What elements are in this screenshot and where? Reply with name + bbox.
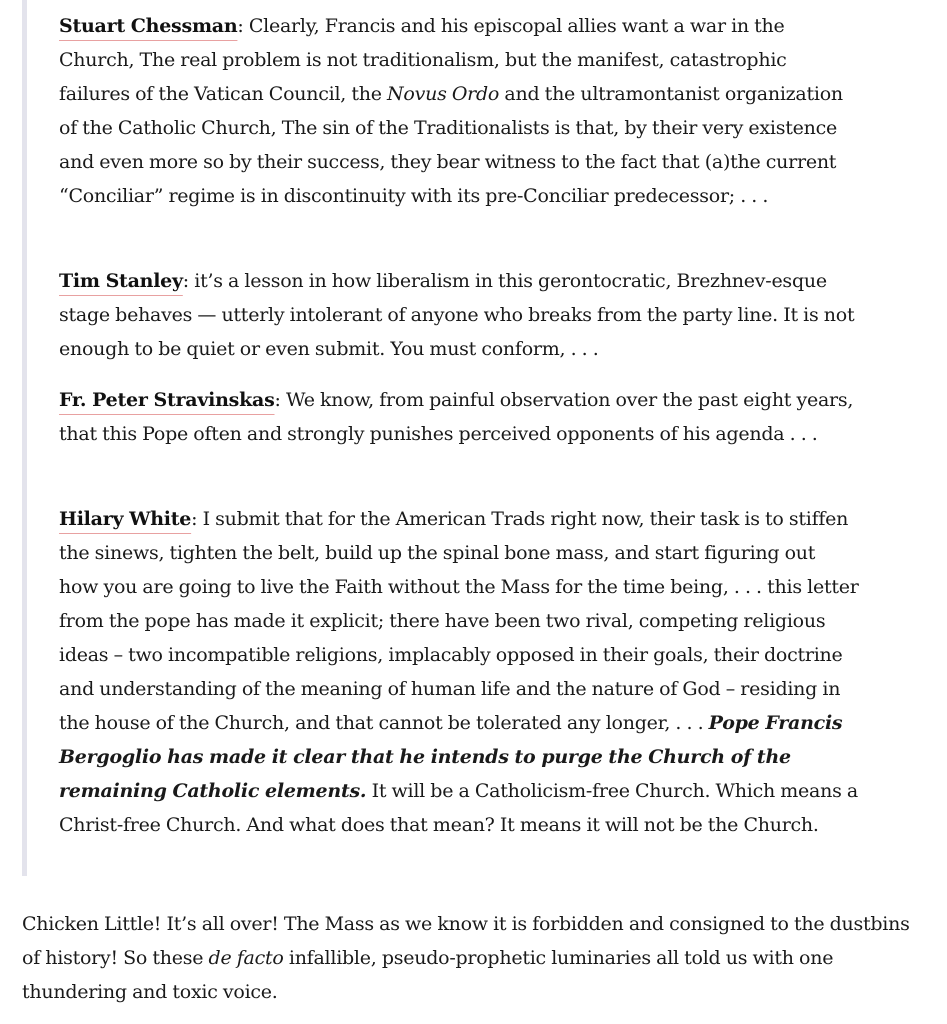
speaker-link-stuart-chessman[interactable]: Stuart Chessman bbox=[59, 15, 238, 37]
separator: : bbox=[237, 15, 249, 37]
quote-paragraph-stanley bbox=[59, 264, 859, 366]
quote-text: Clearly, Francis and his episcopal allies want a war in the Church, The real problem is not traditionalism, but the manifest, catastrophic failures of the Vatican Council, the bbox=[59, 15, 787, 105]
quote-text: it’s a lesson in how liberalism in this gerontocratic, Brezhnev-esque stage behaves — utterly intolerant of anyone who breaks from the party line. It is not enough to be quiet or even submit. You must conform, . . . bbox=[59, 270, 855, 360]
quote-text: We know, from painful observation over the past eight years, that this Pope often and strongly punishes perceived opponents of his agenda . . . bbox=[59, 389, 854, 445]
quote-bold-italic: Pope Francis Bergoglio has made it clear that he intends to purge the Church of the remaining Catholic elements. bbox=[59, 712, 843, 802]
blockquote bbox=[22, 0, 927, 876]
quote-paragraph-stravinskas bbox=[59, 383, 859, 451]
body-text: infallible, pseudo-prophetic luminaries all told us with one thundering and toxic voice. bbox=[22, 947, 834, 1003]
separator: : bbox=[274, 389, 286, 411]
speaker-link-peter-stravinskas[interactable]: Fr. Peter Stravinskas bbox=[59, 389, 275, 411]
quote-text: It will be a Catholicism-free Church. Which means a Christ-free Church. And what does that mean? It means it will not be the Church. bbox=[59, 780, 858, 836]
speaker-link-tim-stanley[interactable]: Tim Stanley bbox=[59, 270, 183, 292]
quote-text: I submit that for the American Trads right now, their task is to stiffen the sinews, tighten the belt, build up the spinal bone mass, and start figuring out how you are going to live the Faith without the Mass for the time being, . . . this letter from the pope has made it explicit; there have been two rival, competing religious ideas – two incompatible religions, implacably opposed in their goals, their doctrine and understanding of the meaning of human life and the nature of God – residing in the house of the Church, and that cannot be tolerated any longer, . . . bbox=[59, 508, 859, 734]
quote-paragraph-chessman bbox=[59, 9, 859, 213]
quote-text: and the ultramontanist organization of the Catholic Church, The sin of the Traditionalists is that, by their very existence and even more so by their success, they bear witness to the fact that (a)the current “Conciliar” regime is in discontinuity with its pre-Conciliar predecessor; . . . bbox=[59, 83, 843, 207]
body-italic: de facto bbox=[208, 947, 284, 969]
quote-italic: Novus Ordo bbox=[387, 83, 500, 105]
separator: : bbox=[191, 508, 203, 530]
quote-paragraph-white bbox=[59, 502, 859, 842]
body-text: Chicken Little! It’s all over! The Mass as we know it is forbidden and consigned to the dustbins of history! So these bbox=[22, 913, 910, 969]
speaker-link-hilary-white[interactable]: Hilary White bbox=[59, 508, 192, 530]
separator: : bbox=[182, 270, 195, 292]
body-paragraph bbox=[22, 907, 927, 1009]
